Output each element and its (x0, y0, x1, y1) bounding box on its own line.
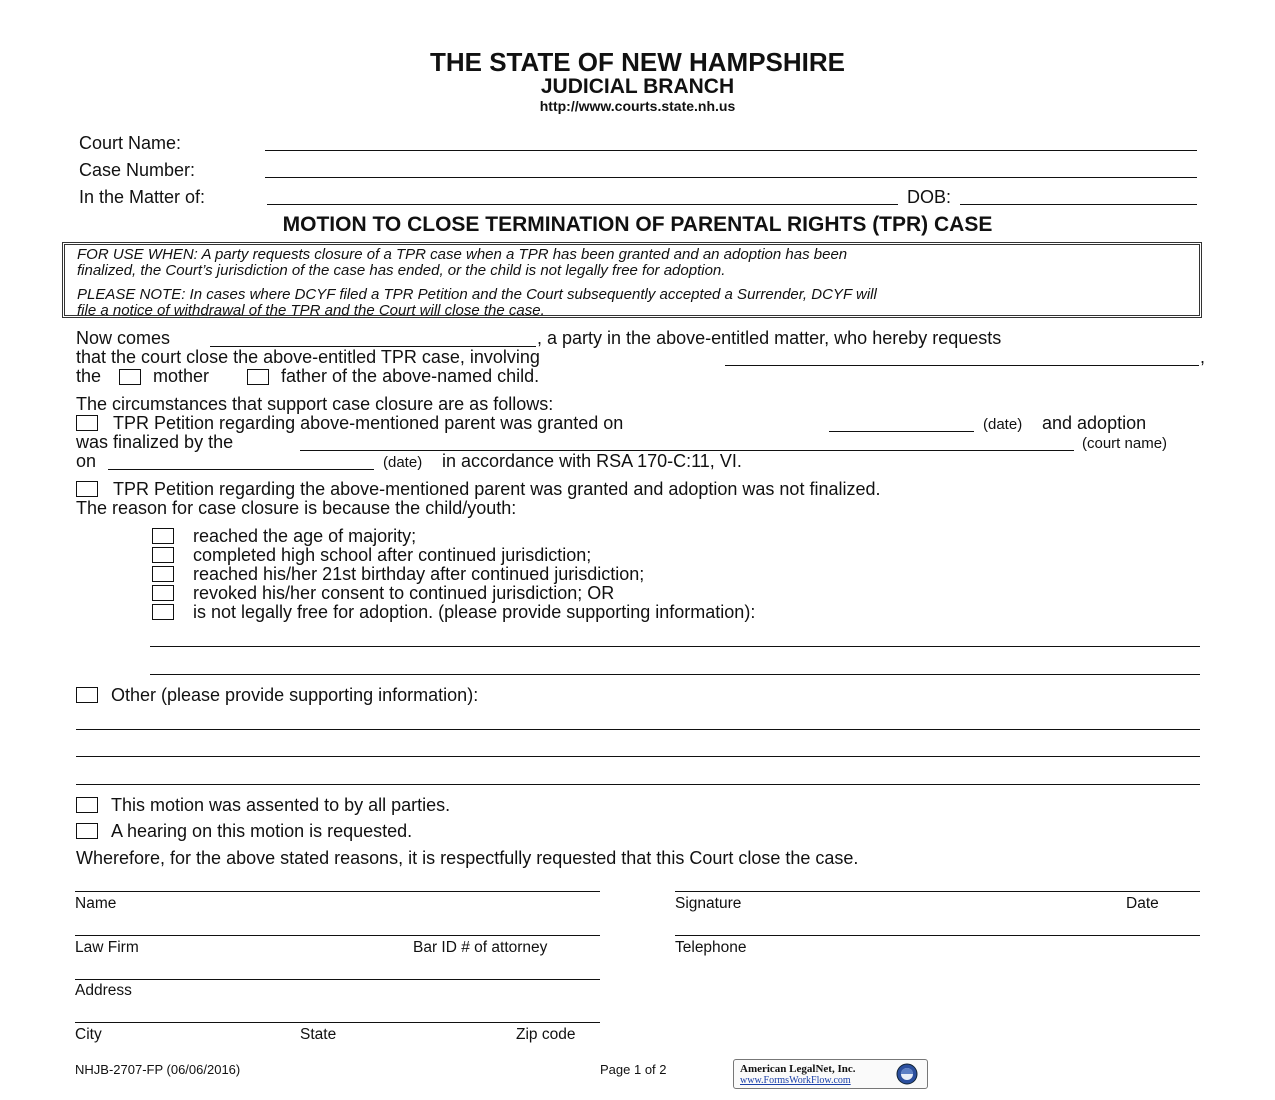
reason-revoked: revoked his/her consent to continued jurisdiction; OR (193, 583, 615, 603)
opt2-text-a: TPR Petition regarding the above-mentioned parent was granted and adoption was not finalized. (113, 479, 881, 499)
hearing-label: A hearing on this motion is requested. (111, 821, 413, 841)
logo-company: American LegalNet, Inc. (740, 1063, 856, 1075)
finalizing-court-input[interactable] (300, 432, 1074, 451)
state-title: THE STATE OF NEW HAMPSHIRE (429, 47, 846, 77)
reason-21st-birthday: reached his/her 21st birthday after continued jurisdiction; (193, 564, 645, 584)
father-label: father of the above-named child. (281, 366, 540, 386)
date-label: Date (1126, 895, 1159, 912)
matter-label: In the Matter of: (79, 187, 206, 207)
reason-info-line-1[interactable] (150, 646, 1200, 647)
date-label-1: (date) (983, 416, 1023, 433)
other-info-line-2[interactable] (76, 756, 1200, 757)
involving-input[interactable] (725, 347, 1199, 366)
reason-info-line-2[interactable] (150, 674, 1200, 675)
finalized-date-input[interactable] (108, 451, 374, 470)
reason-checkbox-revoked[interactable] (152, 585, 174, 601)
court-name-label: Court Name: (79, 133, 182, 153)
father-checkbox[interactable] (247, 369, 269, 385)
state-label: State (300, 1026, 337, 1043)
form-id: NHJB-2707-FP (06/06/2016) (75, 1062, 241, 1077)
case-number-label: Case Number: (79, 160, 196, 180)
american-legalnet-logo[interactable] (733, 1059, 928, 1089)
hearing-checkbox[interactable] (76, 823, 98, 839)
signature-line[interactable] (675, 891, 1200, 892)
reason-checkbox-21st-birthday[interactable] (152, 566, 174, 582)
branch-title: JUDICIAL BRANCH (540, 75, 735, 98)
form-title: MOTION TO CLOSE TERMINATION OF PARENTAL RIGHTS (TPR) CASE (282, 213, 993, 236)
other-info-line-3[interactable] (76, 784, 1200, 785)
city-label: City (75, 1026, 102, 1043)
reason-checkbox-majority[interactable] (152, 528, 174, 544)
signature-label: Signature (675, 895, 742, 912)
mother-checkbox[interactable] (119, 369, 141, 385)
the-text: the (76, 366, 102, 386)
opt1-text-d: on (76, 451, 97, 471)
reason-not-free: is not legally free for adoption. (please provide supporting information): (193, 602, 756, 622)
party-text: , a party in the above-entitled matter, who hereby requests (537, 328, 1002, 348)
reason-majority: reached the age of majority; (193, 526, 417, 546)
circumstances-heading: The circumstances that support case closure are as follows: (76, 394, 554, 414)
opt2-text-b: The reason for case closure is because the child/youth: (76, 498, 517, 518)
adoption-finalized-checkbox[interactable] (76, 415, 98, 431)
telephone-label: Telephone (675, 939, 747, 956)
mother-label: mother (153, 366, 210, 386)
date-label-2: (date) (383, 454, 423, 471)
opt1-text-a: TPR Petition regarding above-mentioned parent was granted on (113, 413, 624, 433)
opt1-text-c: was finalized by the (76, 432, 234, 452)
address-label: Address (75, 982, 132, 999)
court-name-input[interactable] (265, 132, 1197, 151)
city-line[interactable] (75, 1022, 600, 1023)
reason-checkbox-not-free[interactable] (152, 604, 174, 620)
dob-label: DOB: (907, 187, 952, 207)
name-line[interactable] (75, 891, 600, 892)
opt1-text-b: and adoption (1042, 413, 1147, 433)
now-comes-text: Now comes (76, 328, 171, 348)
notice-line-1: FOR USE WHEN: A party requests closure of a TPR case when a TPR has been granted and an adoption has been (77, 246, 848, 263)
notice-line-2: finalized, the Court’s jurisdiction of the case has ended, or the child is not legally free for adoption. (77, 262, 726, 279)
address-line[interactable] (75, 979, 600, 980)
other-checkbox[interactable] (76, 687, 98, 703)
reason-checkbox-high-school[interactable] (152, 547, 174, 563)
adoption-not-finalized-checkbox[interactable] (76, 481, 98, 497)
close-text: that the court close the above-entitled TPR case, involving (76, 347, 540, 367)
dob-input[interactable] (960, 186, 1197, 205)
usage-notice-box (62, 242, 1202, 318)
opt1-text-e: in accordance with RSA 170-C:11, VI. (442, 451, 742, 471)
involving-comma: , (1200, 347, 1206, 367)
notice-line-4: file a notice of withdrawal of the TPR and the Court will close the case. (77, 302, 545, 319)
name-label: Name (75, 895, 117, 912)
wherefore-text: Wherefore, for the above stated reasons, it is respectfully requested that this Court close the case. (76, 848, 859, 868)
reason-high-school: completed high school after continued jurisdiction; (193, 545, 592, 565)
matter-input[interactable] (267, 186, 898, 205)
other-label: Other (please provide supporting information): (111, 685, 479, 705)
court-url[interactable]: http://www.courts.state.nh.us (539, 98, 736, 114)
logo-url[interactable]: www.FormsWorkFlow.com (740, 1075, 851, 1086)
page-number: Page 1 of 2 (600, 1062, 667, 1077)
party-name-input[interactable] (210, 328, 536, 347)
granted-date-input[interactable] (829, 413, 974, 432)
case-number-input[interactable] (265, 159, 1197, 178)
assented-label: This motion was assented to by all parties. (111, 795, 451, 815)
law-firm-line[interactable] (75, 935, 600, 936)
telephone-line[interactable] (675, 935, 1200, 936)
court-name-note: (court name) (1082, 435, 1168, 452)
other-info-line-1[interactable] (76, 729, 1200, 730)
assented-checkbox[interactable] (76, 797, 98, 813)
globe-icon (892, 1062, 922, 1086)
bar-id-label: Bar ID # of attorney (413, 939, 548, 956)
zip-label: Zip code (516, 1026, 576, 1043)
law-firm-label: Law Firm (75, 939, 139, 956)
notice-line-3: PLEASE NOTE: In cases where DCYF filed a TPR Petition and the Court subsequently accepted a Surrender, DCYF will (77, 286, 877, 303)
